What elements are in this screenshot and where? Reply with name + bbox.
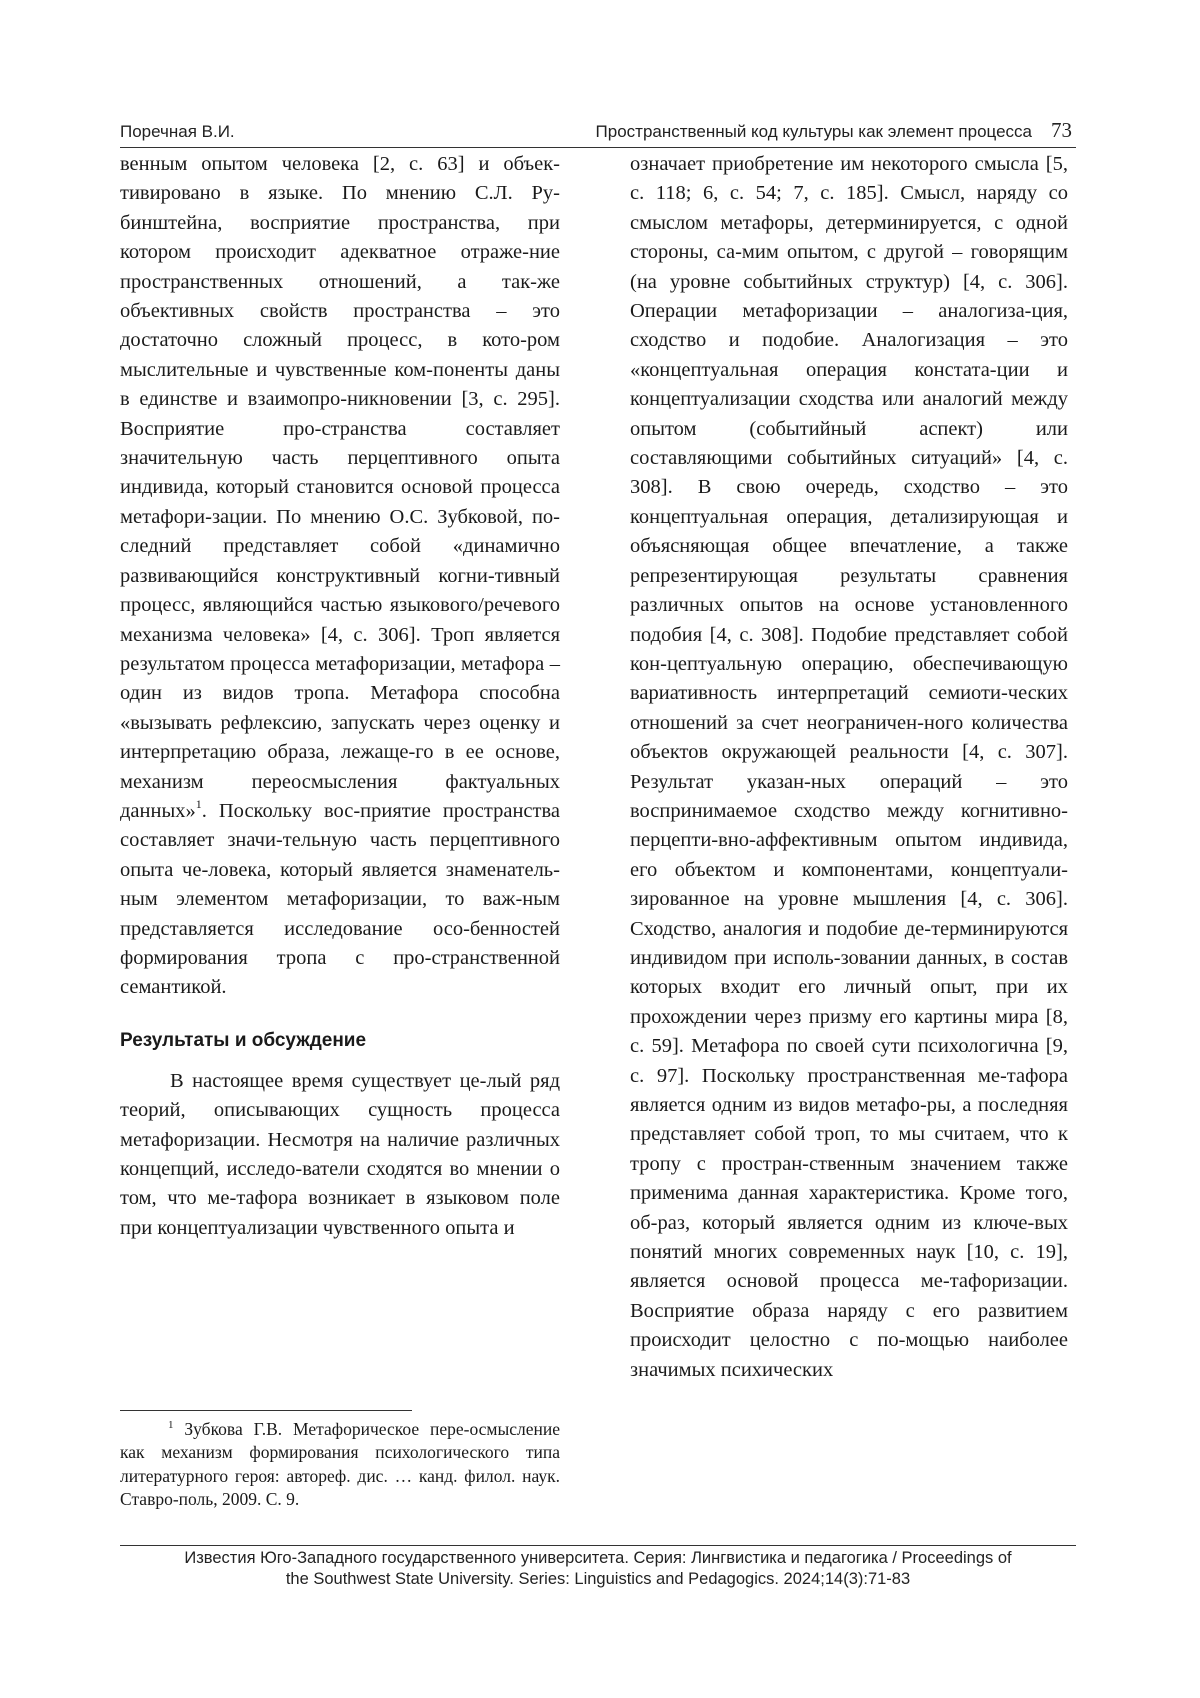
footnote-text: Зубкова Г.В. Метафорическое пере-осмысление как механизм формирования психологического типа литературного героя: автореф. дис. … канд. филол. наук. Ставро-поль, 2009. С. 9.	[120, 1419, 560, 1510]
left-column	[120, 150, 560, 1243]
body-paragraph-2: В настоящее время существует це-лый ряд теорий, описывающих сущность процесса метафоризации. Несмотря на наличие различных концепций, исследо-ватели сходятся во мнении о том, что ме-тафора возникает в языковом поле при концептуализации чувственного опыта и	[120, 1069, 560, 1239]
footnote-reference[interactable]: 1	[195, 796, 202, 811]
journal-footer	[120, 1548, 1076, 1590]
paragraph-text-continued: . Поскольку вос-приятие пространства составляет значи-тельную часть перцептивного опыта че-ловека, который является знаменатель-ным элементом метафоризации, то важ-ным представляется исследование осо-бенностей формирования тропа с про-странственной семантикой.	[120, 799, 560, 999]
footer-rule	[120, 1545, 1076, 1546]
paragraph-text: венным опытом человека [2, с. 63] и объек-тивировано в языке. По мнению С.Л. Ру-бинштейна, восприятие пространства, при котором происходит адекватное отраже-ние пространственных отношений, а так-же объективных свойств пространства – это достаточно сложный процесс, в кото-ром мыслительные и чувственные ком-поненты даны в единстве и взаимопро-никновении [3, с. 295]. Восприятие про-странства составляет значительную часть перцептивного опыта индивида, который становится основой процесса метафори-зации. По мнению О.С. Зубковой, по-следний представляет собой «динамично развивающийся конструктивный когни-тивный процесс, являющийся частью языкового/речевого механизма человека» [4, с. 306]. Троп является результатом процесса метафоризации, метафора – один из видов тропа. Метафора способна «вызывать рефлексию, запускать через оценку и интерпретацию образа, лежаще-го в ее основе, механизм переосмысления фактуальных данных»	[120, 153, 560, 822]
page-number: 73	[1051, 118, 1072, 142]
running-header	[120, 118, 1076, 146]
footer-line-1: Известия Юго-Западного государственного университета. Серия: Лингвистика и педагогика / Proceedings of	[184, 1549, 1012, 1567]
footnote-marker: 1	[168, 1419, 174, 1431]
section-heading: Результаты и обсуждение	[120, 1029, 367, 1051]
body-paragraph	[120, 150, 560, 1003]
header-title: Пространственный код культуры как элемент процесса	[595, 122, 1032, 141]
footnote	[120, 1418, 560, 1512]
header-author: Поречная В.И.	[120, 122, 235, 141]
footnote-rule	[120, 1410, 412, 1411]
header-rule	[120, 147, 1076, 148]
footer-line-2: the Southwest State University. Series: Linguistics and Pedagogics. 2024;14(3):71-83	[285, 1570, 911, 1588]
right-column	[630, 150, 1068, 1385]
body-paragraph-right: означает приобретение им некоторого смысла [5, с. 118; 6, с. 54; 7, с. 185]. Смысл, наряду со смыслом метафоры, детерминируется, с одной стороны, са-мим опытом, с другой – говорящим (на уровне событийных структур) [4, с. 306]. Операции метафоризации – аналогиза-ция, сходство и подобие. Аналогизация – это «концептуальная операция констата-ции и концептуализации сходства или аналогий между опытом (событийный аспект) или составляющими событийных ситуаций» [4, с. 308]. В свою очередь, сходство – это концептуальная операция, детализирующая и объясняющая общее впечатление, а также репрезентирующая результаты сравнения различных опытов на основе установленного подобия [4, с. 308]. Подобие представляет собой кон-цептуальную операцию, обеспечивающую вариативность интерпретаций семиоти-ческих отношений за счет неограничен-ного количества объектов окружающей реальности [4, с. 307]. Результат указан-ных операций – это воспринимаемое сходство между когнитивно-перцепти-вно-аффективным опытом индивида, его объектом и компонентами, концептуали-зированное на уровне мышления [4, с. 306]. Сходство, аналогия и подобие де-терминируются индивидом при исполь-зовании данных, в состав которых входит его личный опыт, при их прохождении через призму его картины мира [8, с. 59]. Метафора по своей сути психологична [9, с. 97]. Поскольку пространственная ме-тафора является одним из видов метафо-ры, а последняя представляет собой троп, то мы считаем, что к тропу с простран-ственным значением также применима данная характеристика. Кроме того, об-раз, который является одним из ключе-вых понятий многих современных наук [10, с. 19], является основой процесса ме-тафоризации. Восприятие образа наряду с его развитием происходит целостно с по-мощью наиболее значимых психических	[630, 153, 1068, 1381]
